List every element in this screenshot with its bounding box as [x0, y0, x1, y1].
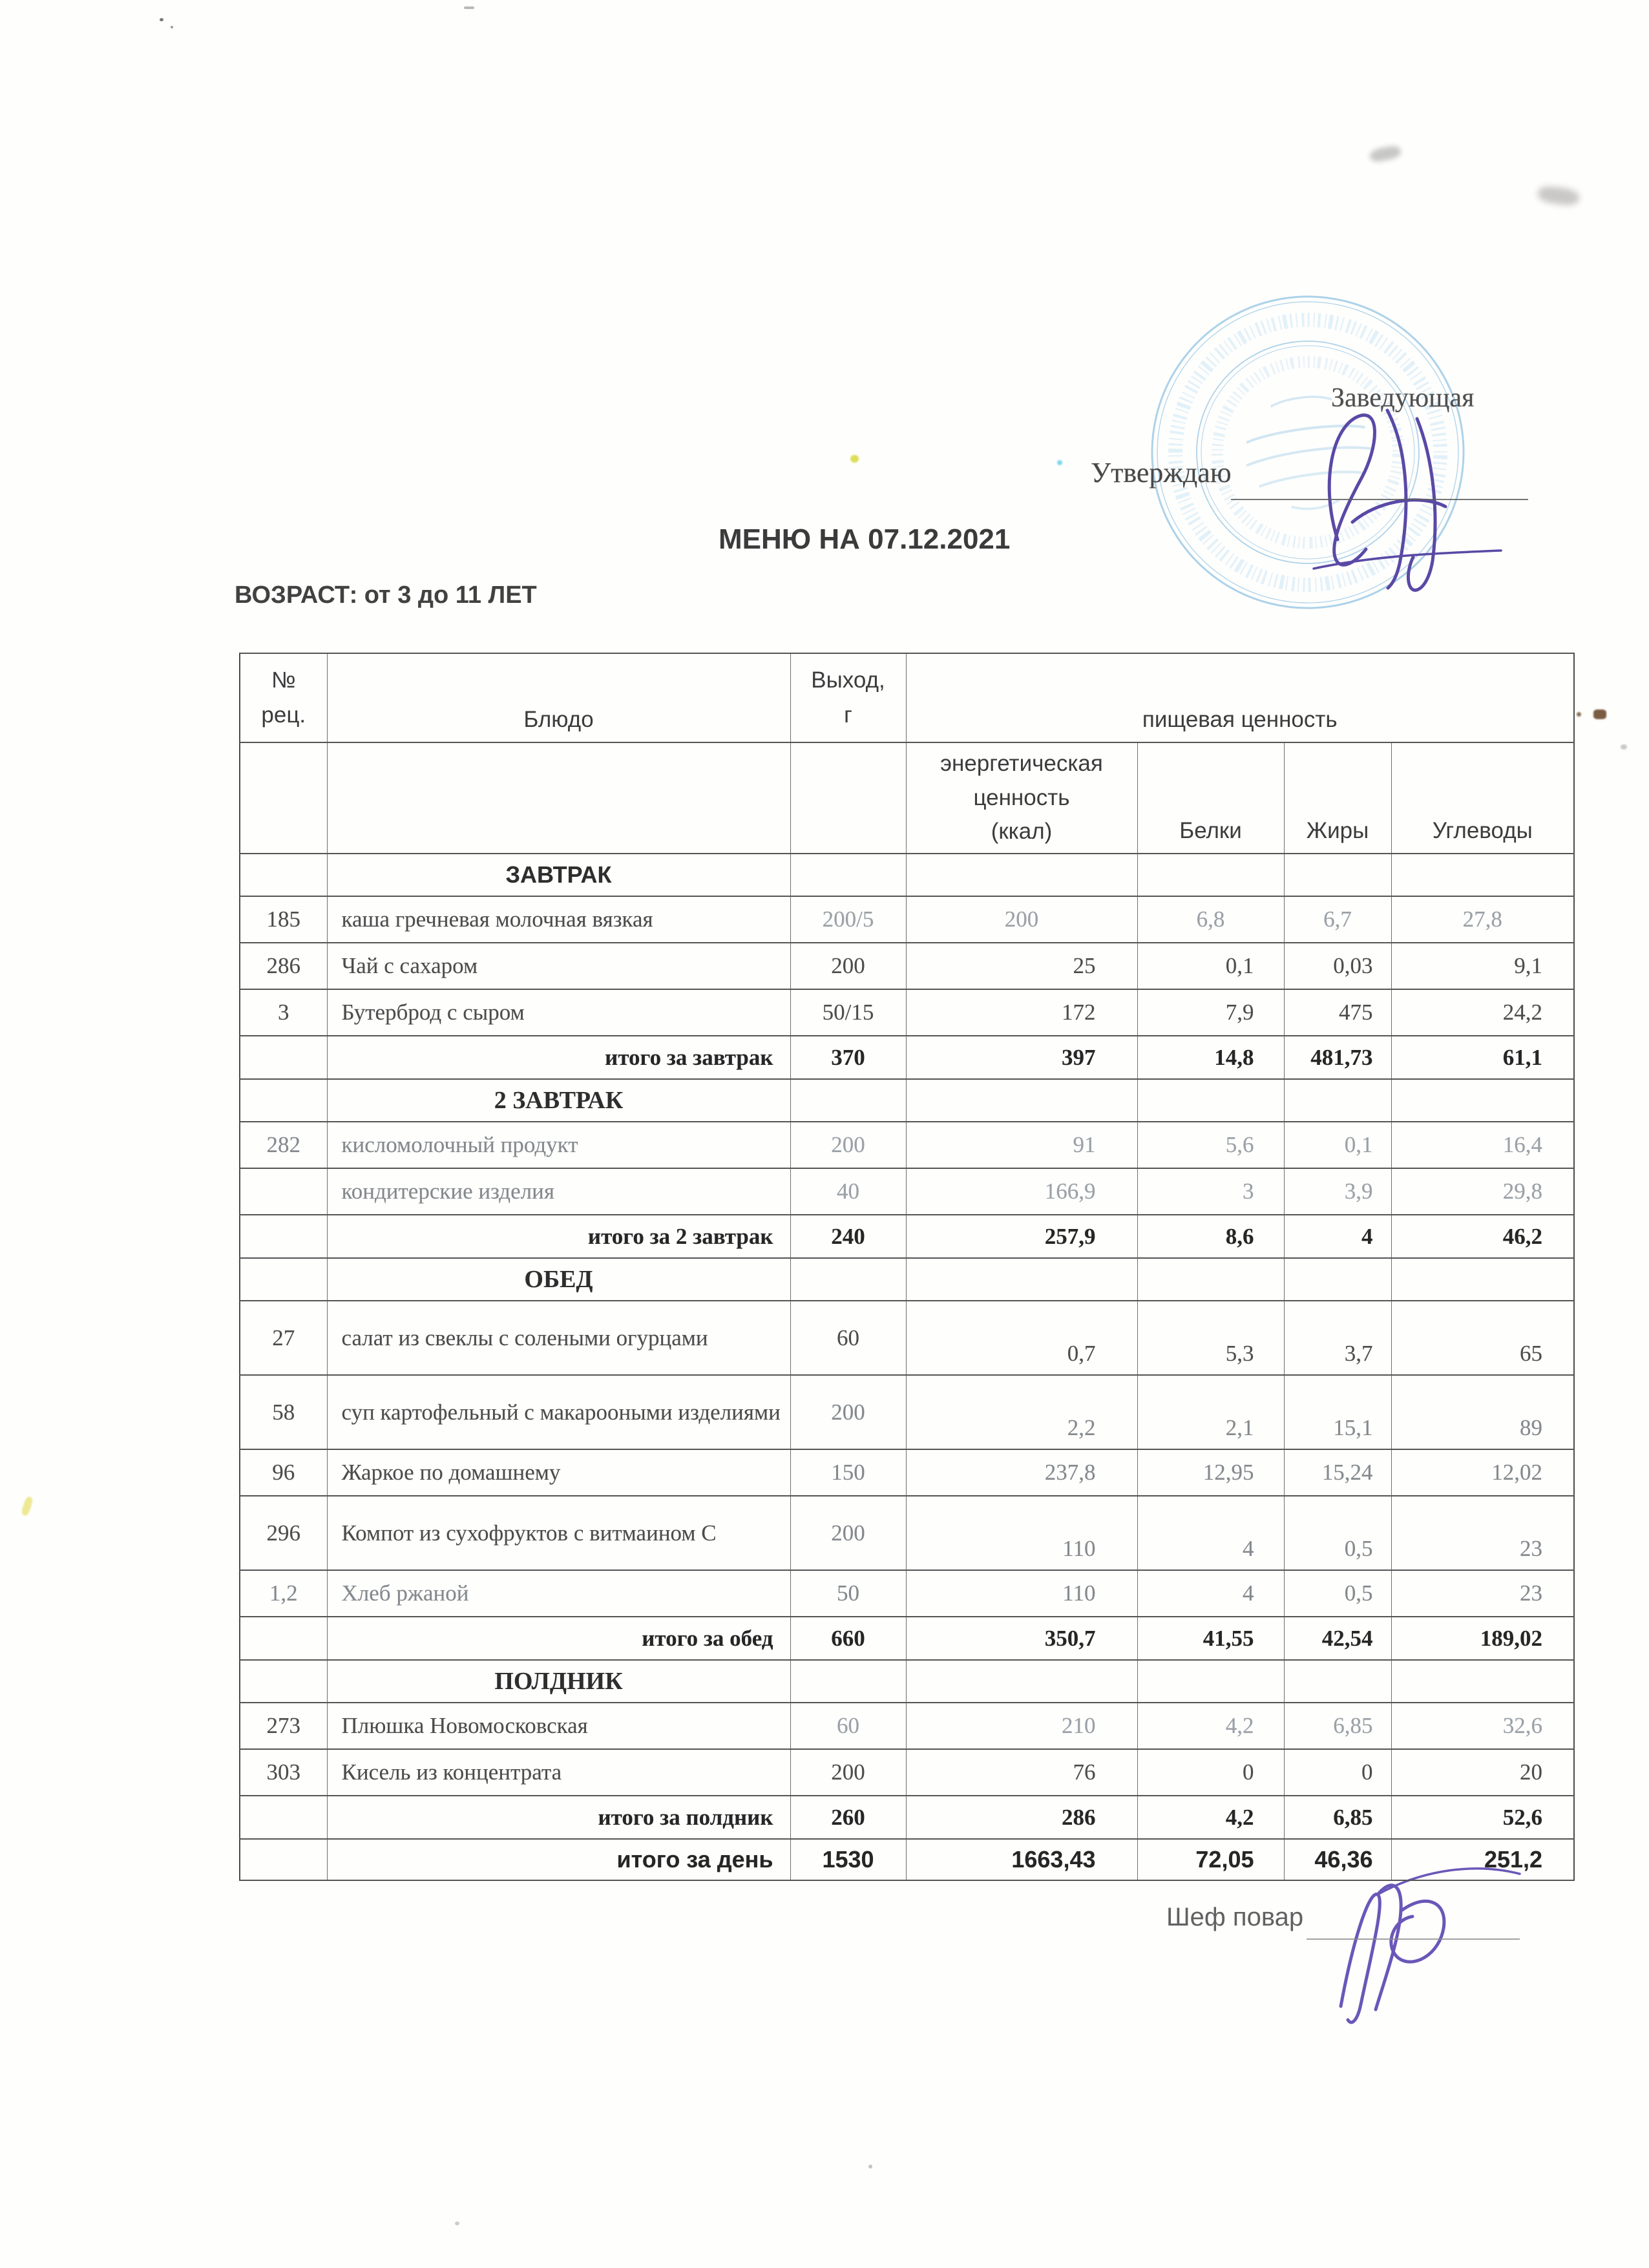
cell-protein: 14,8 — [1137, 1036, 1284, 1079]
cell-fat: 3,9 — [1284, 1168, 1391, 1215]
menu-table-body — [240, 854, 1574, 1880]
cell-output: 40 — [790, 1168, 906, 1215]
col-header-recipe-number: № рец. — [240, 653, 327, 742]
cell-kcal — [906, 1079, 1137, 1122]
total-row — [240, 1617, 1574, 1660]
menu-table — [239, 653, 1575, 1881]
cell-recipe-num — [240, 1617, 327, 1660]
scan-smudge — [1369, 144, 1402, 163]
cell-recipe-num — [240, 1660, 327, 1703]
cell-carbs: 23 — [1391, 1570, 1574, 1617]
cell-dish: каша гречневая молочная вязкая — [327, 896, 790, 943]
cell-output: 150 — [790, 1449, 906, 1496]
cell-protein: 4,2 — [1137, 1796, 1284, 1839]
cell-recipe-num — [240, 1079, 327, 1122]
cell-recipe-num — [240, 1215, 327, 1258]
cell-fat: 42,54 — [1284, 1617, 1391, 1660]
head-position-label: Заведующая — [1331, 383, 1475, 413]
total-row — [240, 1215, 1574, 1258]
cell-protein: 4 — [1137, 1570, 1284, 1617]
cell-fat: 3,7 — [1284, 1301, 1391, 1375]
table-row — [240, 943, 1574, 989]
cell-kcal: 210 — [906, 1703, 1137, 1749]
cell-dish: суп картофельный с макарооными изделиями — [327, 1375, 790, 1449]
scan-speck — [1577, 712, 1581, 717]
cell-recipe-num: 282 — [240, 1122, 327, 1168]
total-row — [240, 1796, 1574, 1839]
cell-output — [790, 1079, 906, 1122]
cell-protein: 4 — [1137, 1496, 1284, 1570]
cell-carbs — [1391, 1079, 1574, 1122]
cell-recipe-num — [240, 854, 327, 896]
cell-carbs: 12,02 — [1391, 1449, 1574, 1496]
cell-output: 200 — [790, 943, 906, 989]
cell-kcal: 110 — [906, 1570, 1137, 1617]
cell-output: 660 — [790, 1617, 906, 1660]
cell-label: итого за обед — [327, 1617, 790, 1660]
cell-protein — [1137, 1258, 1284, 1301]
cell-kcal: 0,7 — [906, 1301, 1137, 1375]
section-row — [240, 1079, 1574, 1122]
cell-kcal: 110 — [906, 1496, 1137, 1570]
cell-kcal: 2,2 — [906, 1375, 1137, 1449]
total-row — [240, 1036, 1574, 1079]
scan-speck — [160, 18, 163, 21]
cell-dish: Кисель из концентрата — [327, 1749, 790, 1796]
cell-output: 200 — [790, 1122, 906, 1168]
table-row — [240, 896, 1574, 943]
cell-output: 1530 — [790, 1839, 906, 1880]
table-row — [240, 1449, 1574, 1496]
cell-kcal — [906, 854, 1137, 896]
cell-output — [790, 854, 906, 896]
cell-kcal: 76 — [906, 1749, 1137, 1796]
cell-fat: 0,5 — [1284, 1496, 1391, 1570]
cell-kcal: 257,9 — [906, 1215, 1137, 1258]
cell-recipe-num: 27 — [240, 1301, 327, 1375]
cell-carbs: 24,2 — [1391, 989, 1574, 1036]
cell-kcal: 25 — [906, 943, 1137, 989]
cell-label: 2 ЗАВТРАК — [327, 1079, 790, 1122]
cell-kcal: 91 — [906, 1122, 1137, 1168]
cell-fat: 0 — [1284, 1749, 1391, 1796]
cell-fat: 0,03 — [1284, 943, 1391, 989]
col-header-energy: энергетическая ценность (ккал) — [906, 742, 1137, 854]
scan-speck — [464, 6, 474, 9]
cell-carbs: 189,02 — [1391, 1617, 1574, 1660]
cell-carbs: 46,2 — [1391, 1215, 1574, 1258]
cell-label: ЗАВТРАК — [327, 854, 790, 896]
cell-output: 200 — [790, 1749, 906, 1796]
age-range-label: ВОЗРАСТ: от 3 до 11 ЛЕТ — [235, 582, 537, 609]
cell-label: ПОЛДНИК — [327, 1660, 790, 1703]
cell-carbs: 61,1 — [1391, 1036, 1574, 1079]
cell-kcal: 172 — [906, 989, 1137, 1036]
cell-fat: 0,1 — [1284, 1122, 1391, 1168]
scan-speck — [850, 455, 859, 463]
cell-protein — [1137, 1660, 1284, 1703]
cell-recipe-num: 303 — [240, 1749, 327, 1796]
cell-dish: Бутерброд с сыром — [327, 989, 790, 1036]
cell-protein: 5,6 — [1137, 1122, 1284, 1168]
cell-protein: 0,1 — [1137, 943, 1284, 989]
cell-kcal — [906, 1258, 1137, 1301]
cell-dish: Плюшка Новомосковская — [327, 1703, 790, 1749]
cell-kcal: 286 — [906, 1796, 1137, 1839]
cell-protein: 2,1 — [1137, 1375, 1284, 1449]
cell-protein: 5,3 — [1137, 1301, 1284, 1375]
cell-recipe-num — [240, 1168, 327, 1215]
table-row — [240, 1703, 1574, 1749]
cell-carbs: 27,8 — [1391, 896, 1574, 943]
cell-kcal: 200 — [906, 896, 1137, 943]
approve-label: Утверждаю — [1091, 457, 1232, 488]
col-header-fat: Жиры — [1284, 742, 1391, 854]
table-row — [240, 1749, 1574, 1796]
scan-speck — [868, 2165, 872, 2168]
cell-kcal: 237,8 — [906, 1449, 1137, 1496]
col-header-carbs: Углеводы — [1391, 742, 1574, 854]
cell-dish: Чай с сахаром — [327, 943, 790, 989]
cell-kcal: 166,9 — [906, 1168, 1137, 1215]
cell-fat: 46,36 — [1284, 1839, 1391, 1880]
cell-output: 260 — [790, 1796, 906, 1839]
cell-recipe-num: 96 — [240, 1449, 327, 1496]
cell-protein — [1137, 1079, 1284, 1122]
cell-label: итого за полдник — [327, 1796, 790, 1839]
cell-protein: 3 — [1137, 1168, 1284, 1215]
col-header-dish-spacer — [327, 742, 790, 854]
cell-label: итого за завтрак — [327, 1036, 790, 1079]
cell-carbs: 29,8 — [1391, 1168, 1574, 1215]
cell-protein: 8,6 — [1137, 1215, 1284, 1258]
cell-kcal — [906, 1660, 1137, 1703]
cell-protein: 72,05 — [1137, 1839, 1284, 1880]
cell-protein: 12,95 — [1137, 1449, 1284, 1496]
col-header-output-spacer — [790, 742, 906, 854]
menu-table-header — [240, 653, 1574, 854]
cell-recipe-num: 58 — [240, 1375, 327, 1449]
col-header-output: Выход, г — [790, 653, 906, 742]
cell-recipe-num: 3 — [240, 989, 327, 1036]
cell-fat: 475 — [1284, 989, 1391, 1036]
scan-speck — [455, 2221, 459, 2225]
cell-fat: 481,73 — [1284, 1036, 1391, 1079]
table-row — [240, 1570, 1574, 1617]
total-row — [240, 1839, 1574, 1880]
cell-output: 240 — [790, 1215, 906, 1258]
chef-signature — [1305, 1854, 1538, 2035]
cell-fat: 6,7 — [1284, 896, 1391, 943]
cell-protein: 4,2 — [1137, 1703, 1284, 1749]
cell-dish: кондитерские изделия — [327, 1168, 790, 1215]
cell-carbs: 65 — [1391, 1301, 1574, 1375]
table-row — [240, 1375, 1574, 1449]
table-row — [240, 1301, 1574, 1375]
cell-output: 200 — [790, 1496, 906, 1570]
scan-smudge — [1537, 185, 1581, 207]
cell-output: 60 — [790, 1703, 906, 1749]
cell-output — [790, 1660, 906, 1703]
approve-signature-line — [1231, 499, 1528, 500]
cell-carbs: 89 — [1391, 1375, 1574, 1449]
cell-fat: 6,85 — [1284, 1703, 1391, 1749]
cell-recipe-num: 296 — [240, 1496, 327, 1570]
table-row — [240, 1496, 1574, 1570]
cell-carbs: 9,1 — [1391, 943, 1574, 989]
cell-recipe-num — [240, 1796, 327, 1839]
cell-fat — [1284, 854, 1391, 896]
cell-output — [790, 1258, 906, 1301]
cell-dish: Хлеб ржаной — [327, 1570, 790, 1617]
cell-fat: 6,85 — [1284, 1796, 1391, 1839]
cell-output: 50/15 — [790, 989, 906, 1036]
cell-protein: 41,55 — [1137, 1617, 1284, 1660]
cell-recipe-num: 185 — [240, 896, 327, 943]
cell-kcal: 1663,43 — [906, 1839, 1137, 1880]
table-row — [240, 1122, 1574, 1168]
cell-carbs: 251,2 — [1391, 1839, 1574, 1880]
col-header-protein: Белки — [1137, 742, 1284, 854]
cell-fat: 15,24 — [1284, 1449, 1391, 1496]
cell-recipe-num: 286 — [240, 943, 327, 989]
section-row — [240, 1660, 1574, 1703]
cell-fat: 0,5 — [1284, 1570, 1391, 1617]
cell-output: 200 — [790, 1375, 906, 1449]
cell-output: 60 — [790, 1301, 906, 1375]
table-row — [240, 989, 1574, 1036]
cell-dish: Компот из сухофруктов с витмаином С — [327, 1496, 790, 1570]
cell-protein: 7,9 — [1137, 989, 1284, 1036]
cell-protein — [1137, 854, 1284, 896]
section-row — [240, 1258, 1574, 1301]
cell-carbs: 16,4 — [1391, 1122, 1574, 1168]
page-title: МЕНЮ НА 07.12.2021 — [719, 523, 1011, 555]
cell-dish: салат из свеклы с солеными огурцами — [327, 1301, 790, 1375]
scan-speck — [1057, 460, 1062, 465]
cell-fat — [1284, 1660, 1391, 1703]
cell-carbs — [1391, 854, 1574, 896]
cell-fat — [1284, 1258, 1391, 1301]
scan-speck — [1621, 744, 1627, 750]
cell-label: итого за 2 завтрак — [327, 1215, 790, 1258]
cell-recipe-num: 273 — [240, 1703, 327, 1749]
section-row — [240, 854, 1574, 896]
cell-dish: Жаркое по домашнему — [327, 1449, 790, 1496]
cell-protein: 0 — [1137, 1749, 1284, 1796]
cell-recipe-num — [240, 1036, 327, 1079]
scan-speck — [171, 26, 173, 28]
cell-protein: 6,8 — [1137, 896, 1284, 943]
col-header-recipe-number-spacer — [240, 742, 327, 854]
cell-fat: 15,1 — [1284, 1375, 1391, 1449]
scan-speck — [21, 1496, 34, 1517]
cell-label: итого за день — [327, 1839, 790, 1880]
cell-recipe-num — [240, 1258, 327, 1301]
cell-output: 370 — [790, 1036, 906, 1079]
table-row — [240, 1168, 1574, 1215]
cell-dish: кисломолочный продукт — [327, 1122, 790, 1168]
cell-fat — [1284, 1079, 1391, 1122]
cell-carbs: 52,6 — [1391, 1796, 1574, 1839]
cell-label: ОБЕД — [327, 1258, 790, 1301]
cell-kcal: 350,7 — [906, 1617, 1137, 1660]
cell-carbs — [1391, 1258, 1574, 1301]
chef-label: Шеф повар — [1166, 1903, 1304, 1931]
chef-signature-line — [1307, 1938, 1520, 1940]
cell-carbs: 20 — [1391, 1749, 1574, 1796]
cell-recipe-num — [240, 1839, 327, 1880]
col-header-nutrition: пищевая ценность — [906, 653, 1574, 742]
cell-carbs — [1391, 1660, 1574, 1703]
cell-output: 50 — [790, 1570, 906, 1617]
cell-carbs: 23 — [1391, 1496, 1574, 1570]
col-header-dish: Блюдо — [327, 653, 790, 742]
cell-output: 200/5 — [790, 896, 906, 943]
cell-kcal: 397 — [906, 1036, 1137, 1079]
scan-speck — [1593, 709, 1606, 719]
cell-carbs: 32,6 — [1391, 1703, 1574, 1749]
cell-fat: 4 — [1284, 1215, 1391, 1258]
cell-recipe-num: 1,2 — [240, 1570, 327, 1617]
